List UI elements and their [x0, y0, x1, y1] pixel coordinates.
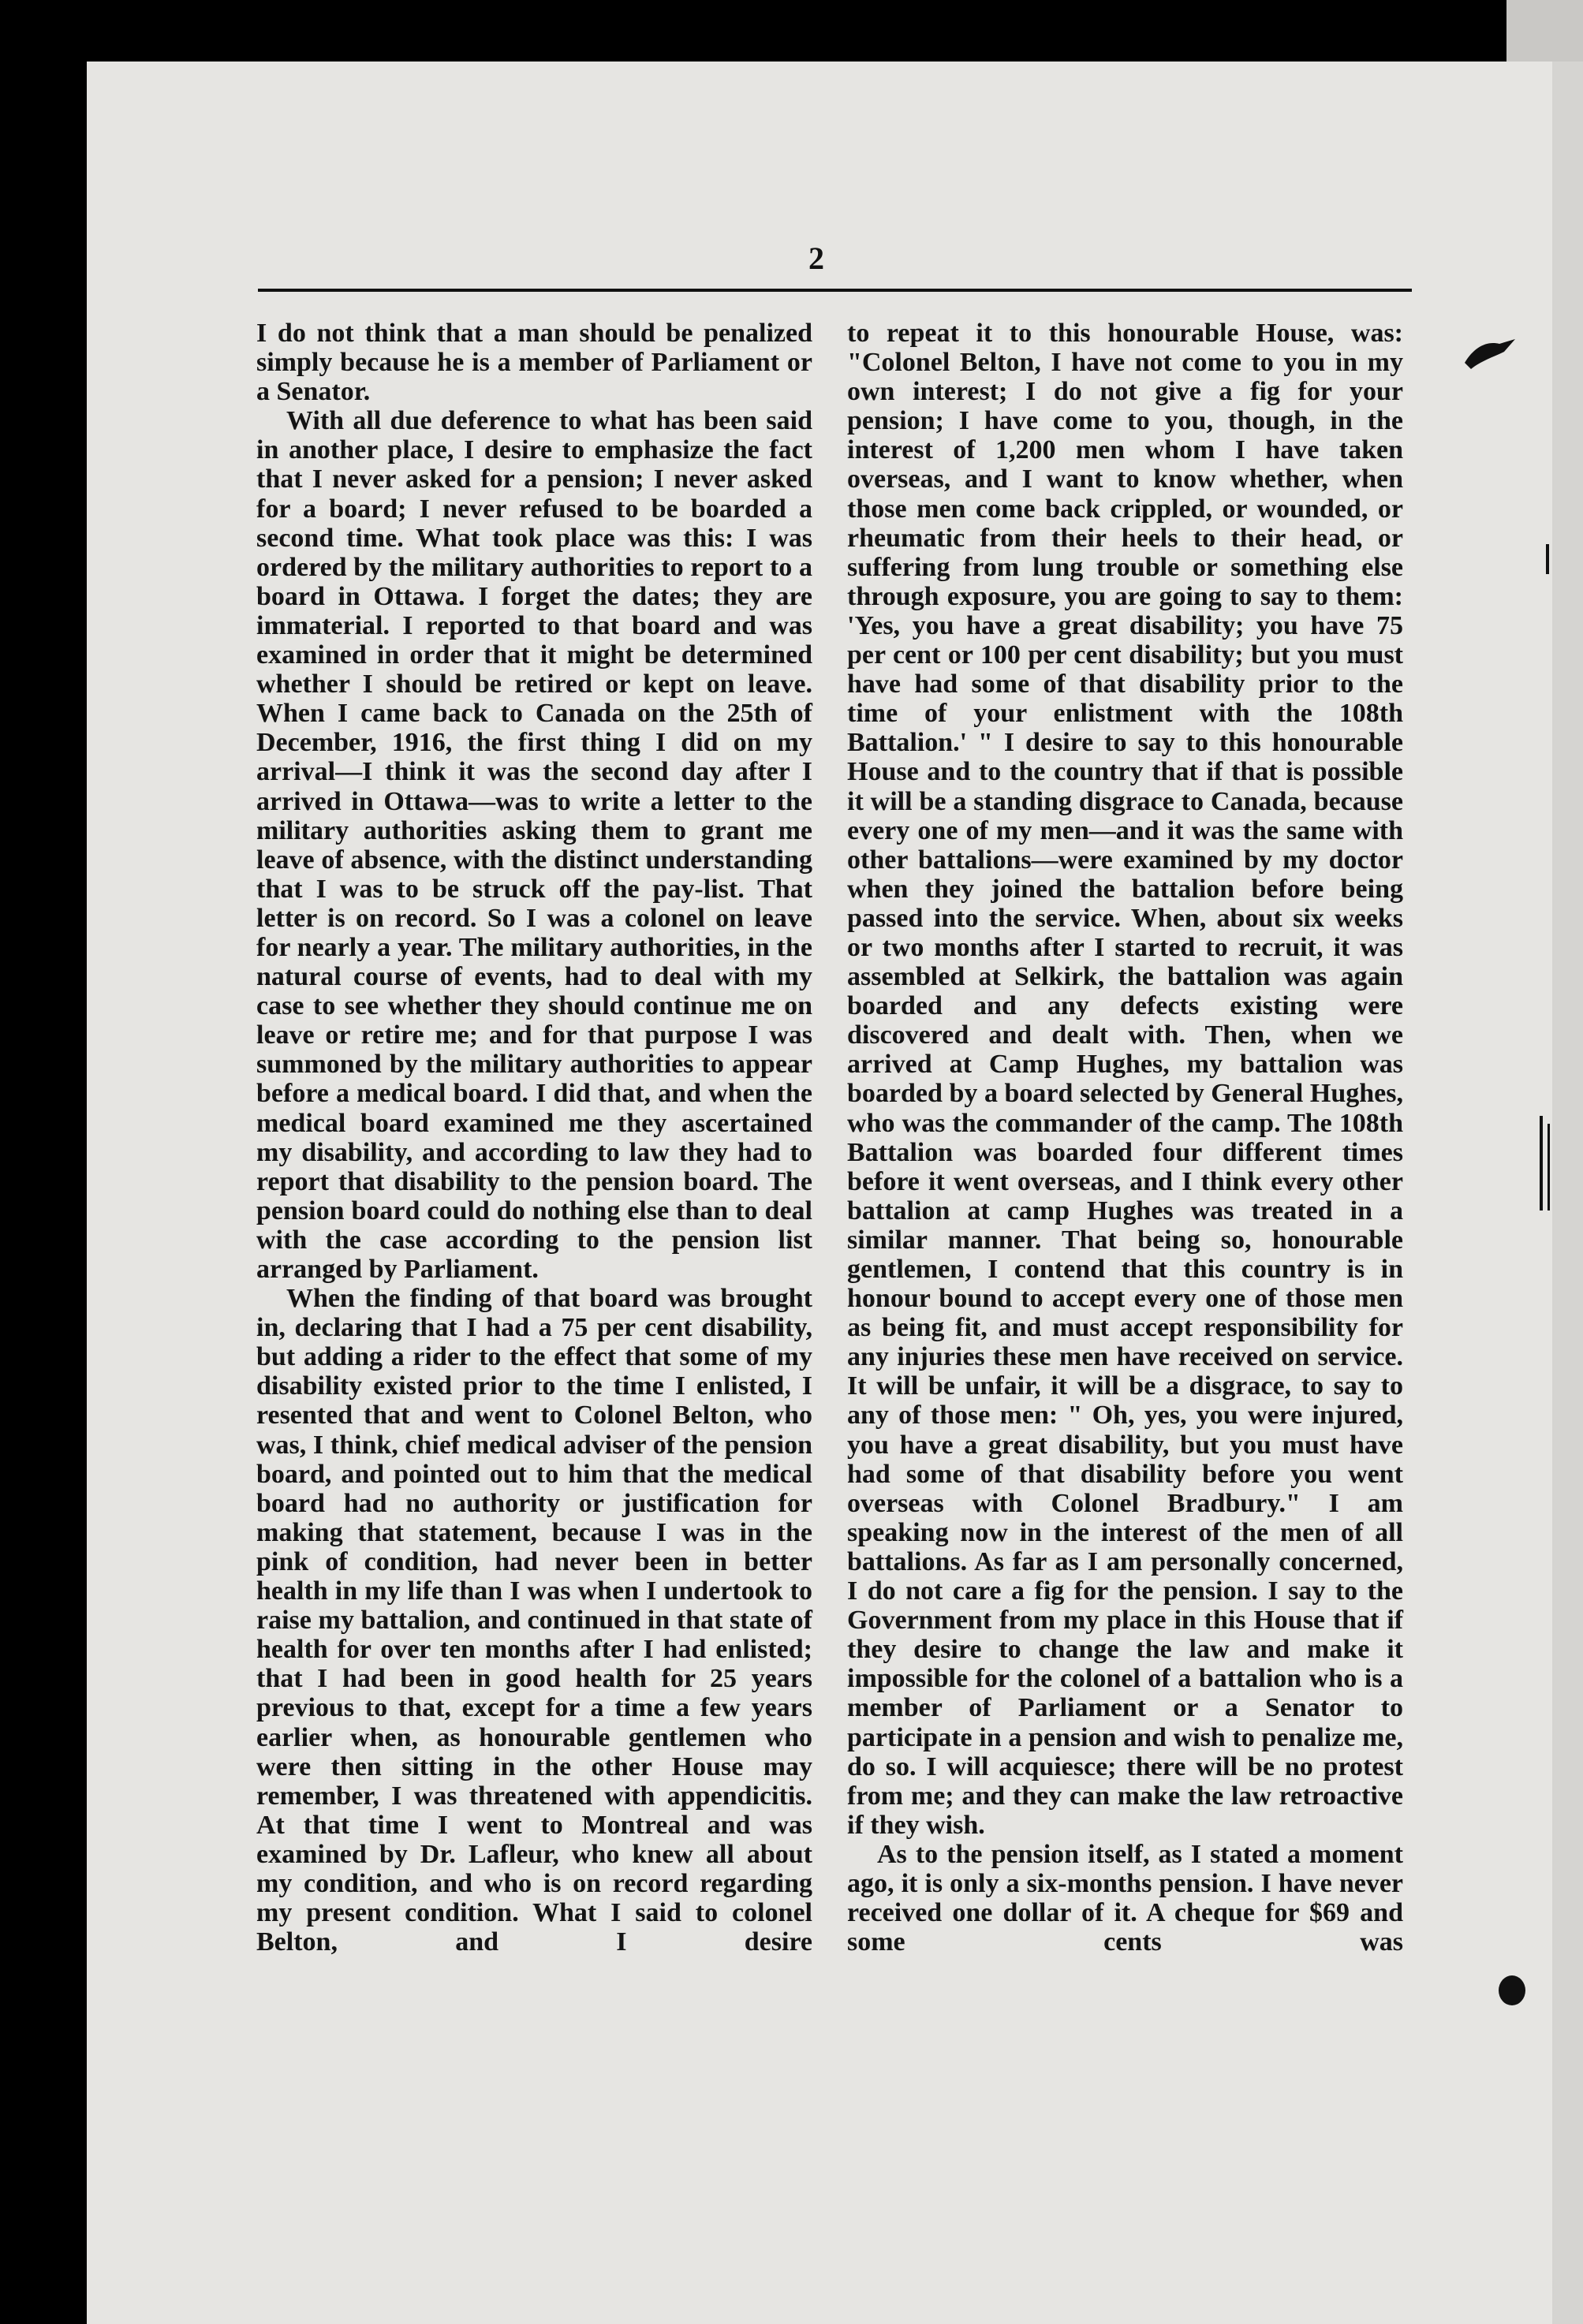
paragraph: When the finding of that board was brought in, declaring that I had a 75 per cent disability, but adding a rider to the effect that some of my disability existed prior to the time I enlisted, I resented that and went to Colonel Belton, who was, I think, chief medical adviser of the pension board, and pointed out to him that the medical board had no authority or justification for making that statement, because I was in the pink of condition, had never been in better health in my life than I was when I undertook to raise my battalion, and continued in that state of health for over ten months after I had enlisted; that I had been in good health for 25 years previous to that, except for a time a few years earlier when, as honourable gentlemen who were then sitting in the other House may remember, I was threatened with appendicitis. At that time I went to Montreal and was examined by Dr. Lafleur, who knew all about my condition, and who is on record regarding my present condition. What I said to colonel Belton, and I desire [256, 1284, 812, 1957]
margin-mark [1548, 1124, 1550, 1210]
page-number: 2 [808, 241, 824, 276]
text-column-right [847, 319, 1403, 1957]
ink-mark-icon [1463, 333, 1518, 372]
paragraph: I do not think that a man should be penalized simply because he is a member of Parliament or a Senator. [256, 319, 812, 407]
ink-blot-icon [1499, 1975, 1525, 2005]
paragraph: As to the pension itself, as I stated a moment ago, it is only a six-months pension. I have never received one dollar of it. A cheque for $69 and some cents was [847, 1839, 1403, 1957]
margin-mark [1546, 544, 1549, 574]
text-column-left [256, 319, 812, 1957]
header-rule [258, 289, 1412, 292]
adjacent-page-edge [1506, 0, 1583, 62]
paragraph: With all due deference to what has been said in another place, I desire to emphasize the fact that I never asked for a pension; I never asked for a board; I never refused to be boarded a second time. What took place was this: I was ordered by the military authorities to report to a board in Ottawa. I forget the dates; they are immaterial. I reported to that board and was examined in order that it might be determined whether I should be retired or kept on leave. When I came back to Canada on the 25th of December, 1916, the first thing I did on my arrival—I think it was the second day after I arrived in Ottawa—was to write a letter to the military authorities asking them to grant me leave of absence, with the distinct understanding that I was to be struck off the pay-list. That letter is on record. So I was a colonel on leave for nearly a year. The military authorities, in the natural course of events, had to deal with my case to see whether they should continue me on leave or retire me; and for that purpose I was summoned by the military authorities to appear before a medical board. I did that, and when the medical board examined me they ascertained my disability, and according to law they had to report that disability to the pension board. The pension board could do nothing else than to deal with the case according to the pension list arranged by Parliament. [256, 406, 812, 1284]
page-gutter-strip [1552, 62, 1583, 2324]
paragraph: to repeat it to this honourable House, was: "Colonel Belton, I have not come to you in my own interest; I do not give a fig for your pension; I have come to you, though, in the interest of 1,200 men whom I have taken overseas, and I want to know whether, when those men come back crippled, or wounded, or rheumatic from their heels to their head, or suffering from lung trouble or something else through exposure, you are going to say to them: 'Yes, you have a great disability; you have 75 per cent or 100 per cent disability; but you must have had some of that disability prior to the time of your enlistment with the 108th Battalion.' " I desire to say to this honourable House and to the country that if that is possible it will be a standing disgrace to Canada, because every one of my men—and it was the same with other battalions—were examined by my doctor when they joined the battalion before being passed into the service. When, about six weeks or two months after I started to recruit, it was assembled at Selkirk, the battalion was again boarded and any defects existing were discovered and dealt with. Then, when we arrived at Camp Hughes, my battalion was boarded by a board selected by General Hughes, who was the commander of the camp. The 108th Battalion was boarded four different times before it went overseas, and I think every other battalion at camp Hughes was treated in a similar manner. That being so, honourable gentlemen, I contend that this country is in honour bound to accept every one of those men as being fit, and must accept responsibility for any injuries these men have received on service. It will be unfair, it will be a disgrace, to say to any of those men: " Oh, yes, you were injured, you have a great disability, but you must have had some of that disability before you went overseas with Colonel Bradbury." I am speaking now in the interest of the men of all battalions. As far as I am personally concerned, I do not care a fig for the pension. I say to the Government from my place in this House that if they desire to change the law and make it impossible for the colonel of a battalion who is a member of Parliament or a Senator to participate in a pension and wish to penalize me, do so. I will acquiesce; there will be no protest from me; and they can make the law retroactive if they wish. [847, 319, 1403, 1840]
margin-mark [1540, 1116, 1543, 1210]
